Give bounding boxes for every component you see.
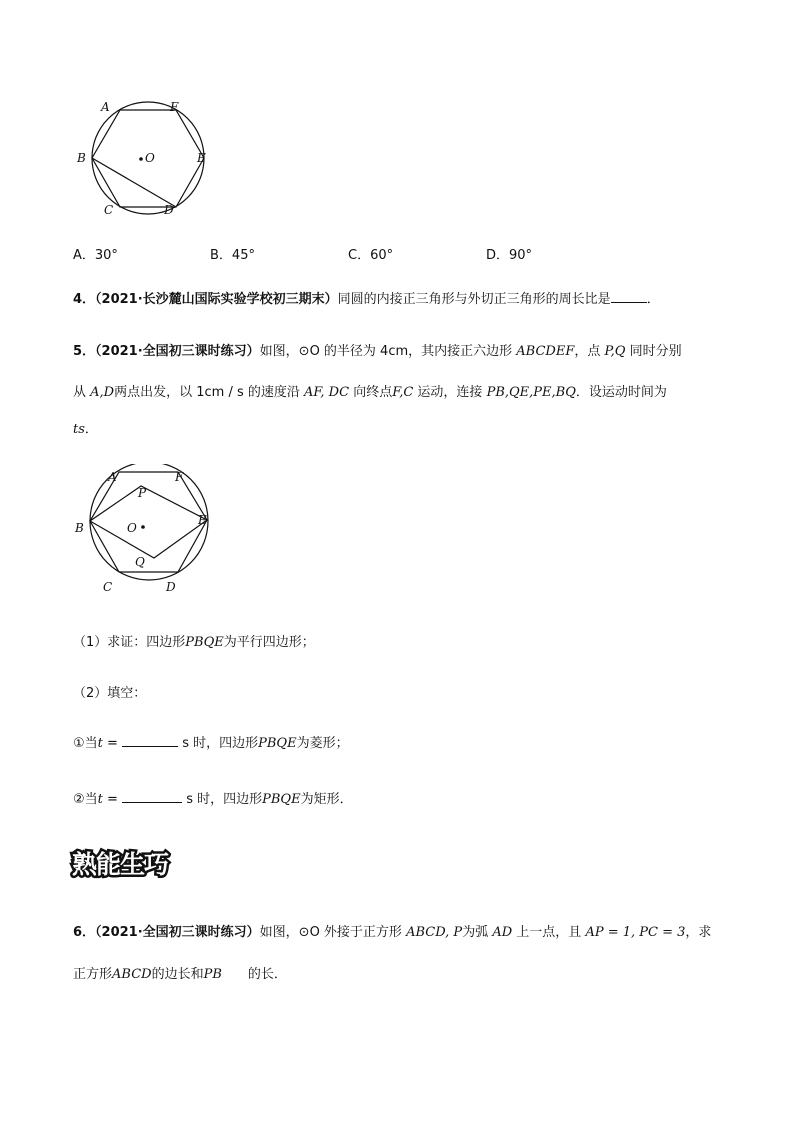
q6-l1a: 如图，⊙O 外接于正方形: [259, 925, 402, 940]
center-dot: [139, 157, 143, 161]
label-a: A: [101, 100, 110, 114]
q6-arc: AD: [492, 925, 513, 940]
q6-line-1: [73, 921, 711, 940]
q5-part-1: [73, 631, 315, 650]
label-o: O: [127, 521, 137, 535]
label-d: D: [166, 580, 176, 594]
q5-part1-a: （1）求证：四边形: [73, 635, 186, 650]
q5-fill1-t: t: [97, 736, 103, 751]
q6-l1c: 为弧: [462, 925, 489, 940]
q5-fill-2: [73, 788, 353, 807]
q5-line-3: [73, 418, 98, 437]
question-4: [73, 288, 660, 307]
q6-source: （2021·全国初三课时练习）: [95, 925, 260, 940]
q6-l2e: 的长．: [247, 967, 287, 982]
label-p: P: [138, 486, 147, 500]
q5-fill-1: [73, 732, 349, 751]
q6-square-name-2: ABCD: [112, 967, 152, 982]
label-b: B: [75, 521, 84, 535]
label-b: B: [77, 151, 86, 165]
q5-fill2-t: t: [97, 792, 103, 807]
chord-bd: [92, 158, 176, 207]
label-f: F: [175, 470, 184, 484]
q5-number: 5．: [73, 344, 96, 359]
q5-part-2: （2）填空：: [73, 686, 147, 701]
q5-ts: ts: [73, 422, 85, 437]
q5-l1a: 如图，⊙O 的半径为 4cm，其内接正六边形: [259, 344, 513, 359]
q6-number: 6．: [73, 925, 96, 940]
section-heading: 熟能生巧: [72, 850, 169, 879]
q5-l2g: 运动，连接: [417, 385, 483, 400]
q5-fill2-d: s 时，四边形: [186, 792, 263, 807]
q4-source: （2021·长沙麓山国际实验学校初三期末）: [95, 292, 338, 307]
option-d: D．90°: [486, 248, 533, 263]
q6-square-name: ABCD, P: [406, 925, 463, 940]
q5-pq: P,Q: [604, 344, 626, 359]
q5-fill2-f: 为矩形．: [300, 792, 353, 807]
q5-ad: A,D: [90, 385, 115, 400]
q6-l1g: ，求: [685, 925, 712, 940]
q5-fc: F,C: [392, 385, 414, 400]
q5-fill1-blank: [122, 734, 178, 747]
q5-fill1-pbqe: PBQE: [258, 736, 297, 751]
q5-part1-pbqe: PBQE: [185, 635, 224, 650]
q5-l2a: 从: [73, 385, 87, 400]
q5-line-2: [73, 381, 667, 400]
q5-fill2-pbqe: PBQE: [262, 792, 301, 807]
label-e: E: [198, 513, 207, 527]
q5-fill2-blank: [122, 790, 182, 803]
q6-l2a: 正方形: [73, 967, 113, 982]
q5-fill1-eq: =: [107, 736, 118, 751]
q5-l2i: ．设运动时间为: [575, 385, 667, 400]
q5-l1c: ，点: [574, 344, 601, 359]
hexagon: [90, 472, 207, 572]
label-q: Q: [135, 555, 145, 569]
q5-part1-c: 为平行四边形；: [223, 635, 315, 650]
q5-line-1: [73, 340, 682, 359]
q6-given: AP = 1, PC = 3: [585, 925, 686, 940]
q5-fill1-f: 为菱形；: [296, 736, 349, 751]
q5-hexagon-name: ABCDEF: [516, 344, 575, 359]
label-c: C: [103, 580, 113, 594]
q5-fill1-d: s 时，四边形: [182, 736, 259, 751]
q4-answer-blank: [611, 290, 647, 303]
q5-l2e: 向终点: [353, 385, 393, 400]
q6-l2c: 的边长和: [151, 967, 204, 982]
q6-line-2: [73, 963, 287, 982]
q5-fill2-eq: =: [107, 792, 118, 807]
q4-end: ．: [646, 292, 660, 307]
q5-source: （2021·全国初三课时练习）: [95, 344, 260, 359]
label-e: E: [197, 151, 206, 165]
figure-hexagon-bd: [70, 96, 220, 222]
figure-hexagon-pbqe: [70, 464, 220, 596]
center-dot: [141, 525, 145, 529]
option-a: A．30°: [73, 248, 118, 263]
option-c: C．60°: [348, 248, 394, 263]
q5-af-dc: AF, DC: [304, 385, 350, 400]
label-a: A: [108, 470, 117, 484]
label-c: C: [104, 203, 114, 217]
q6-pb: PB: [203, 967, 222, 982]
q4-text: 同圆的内接正三角形与外切正三角形的周长比是: [337, 292, 611, 307]
label-o: O: [145, 151, 155, 165]
q5-fill1-a: ①当: [73, 736, 98, 751]
q5-fill2-a: ②当: [73, 792, 98, 807]
option-b: B．45°: [210, 248, 255, 263]
label-f: F: [170, 100, 179, 114]
q5-l2c: 两点出发，以 1cm / s 的速度沿: [114, 385, 300, 400]
quadrilateral-pbqe: [90, 486, 207, 558]
label-d: D: [164, 203, 174, 217]
q6-l1e: 上一点，且: [516, 925, 582, 940]
q4-number: 4．: [73, 292, 96, 307]
q5-l3b: ．: [84, 422, 98, 437]
q5-l1e: 同时分别: [629, 344, 682, 359]
q5-segments: PB,QE,PE,BQ: [486, 385, 576, 400]
